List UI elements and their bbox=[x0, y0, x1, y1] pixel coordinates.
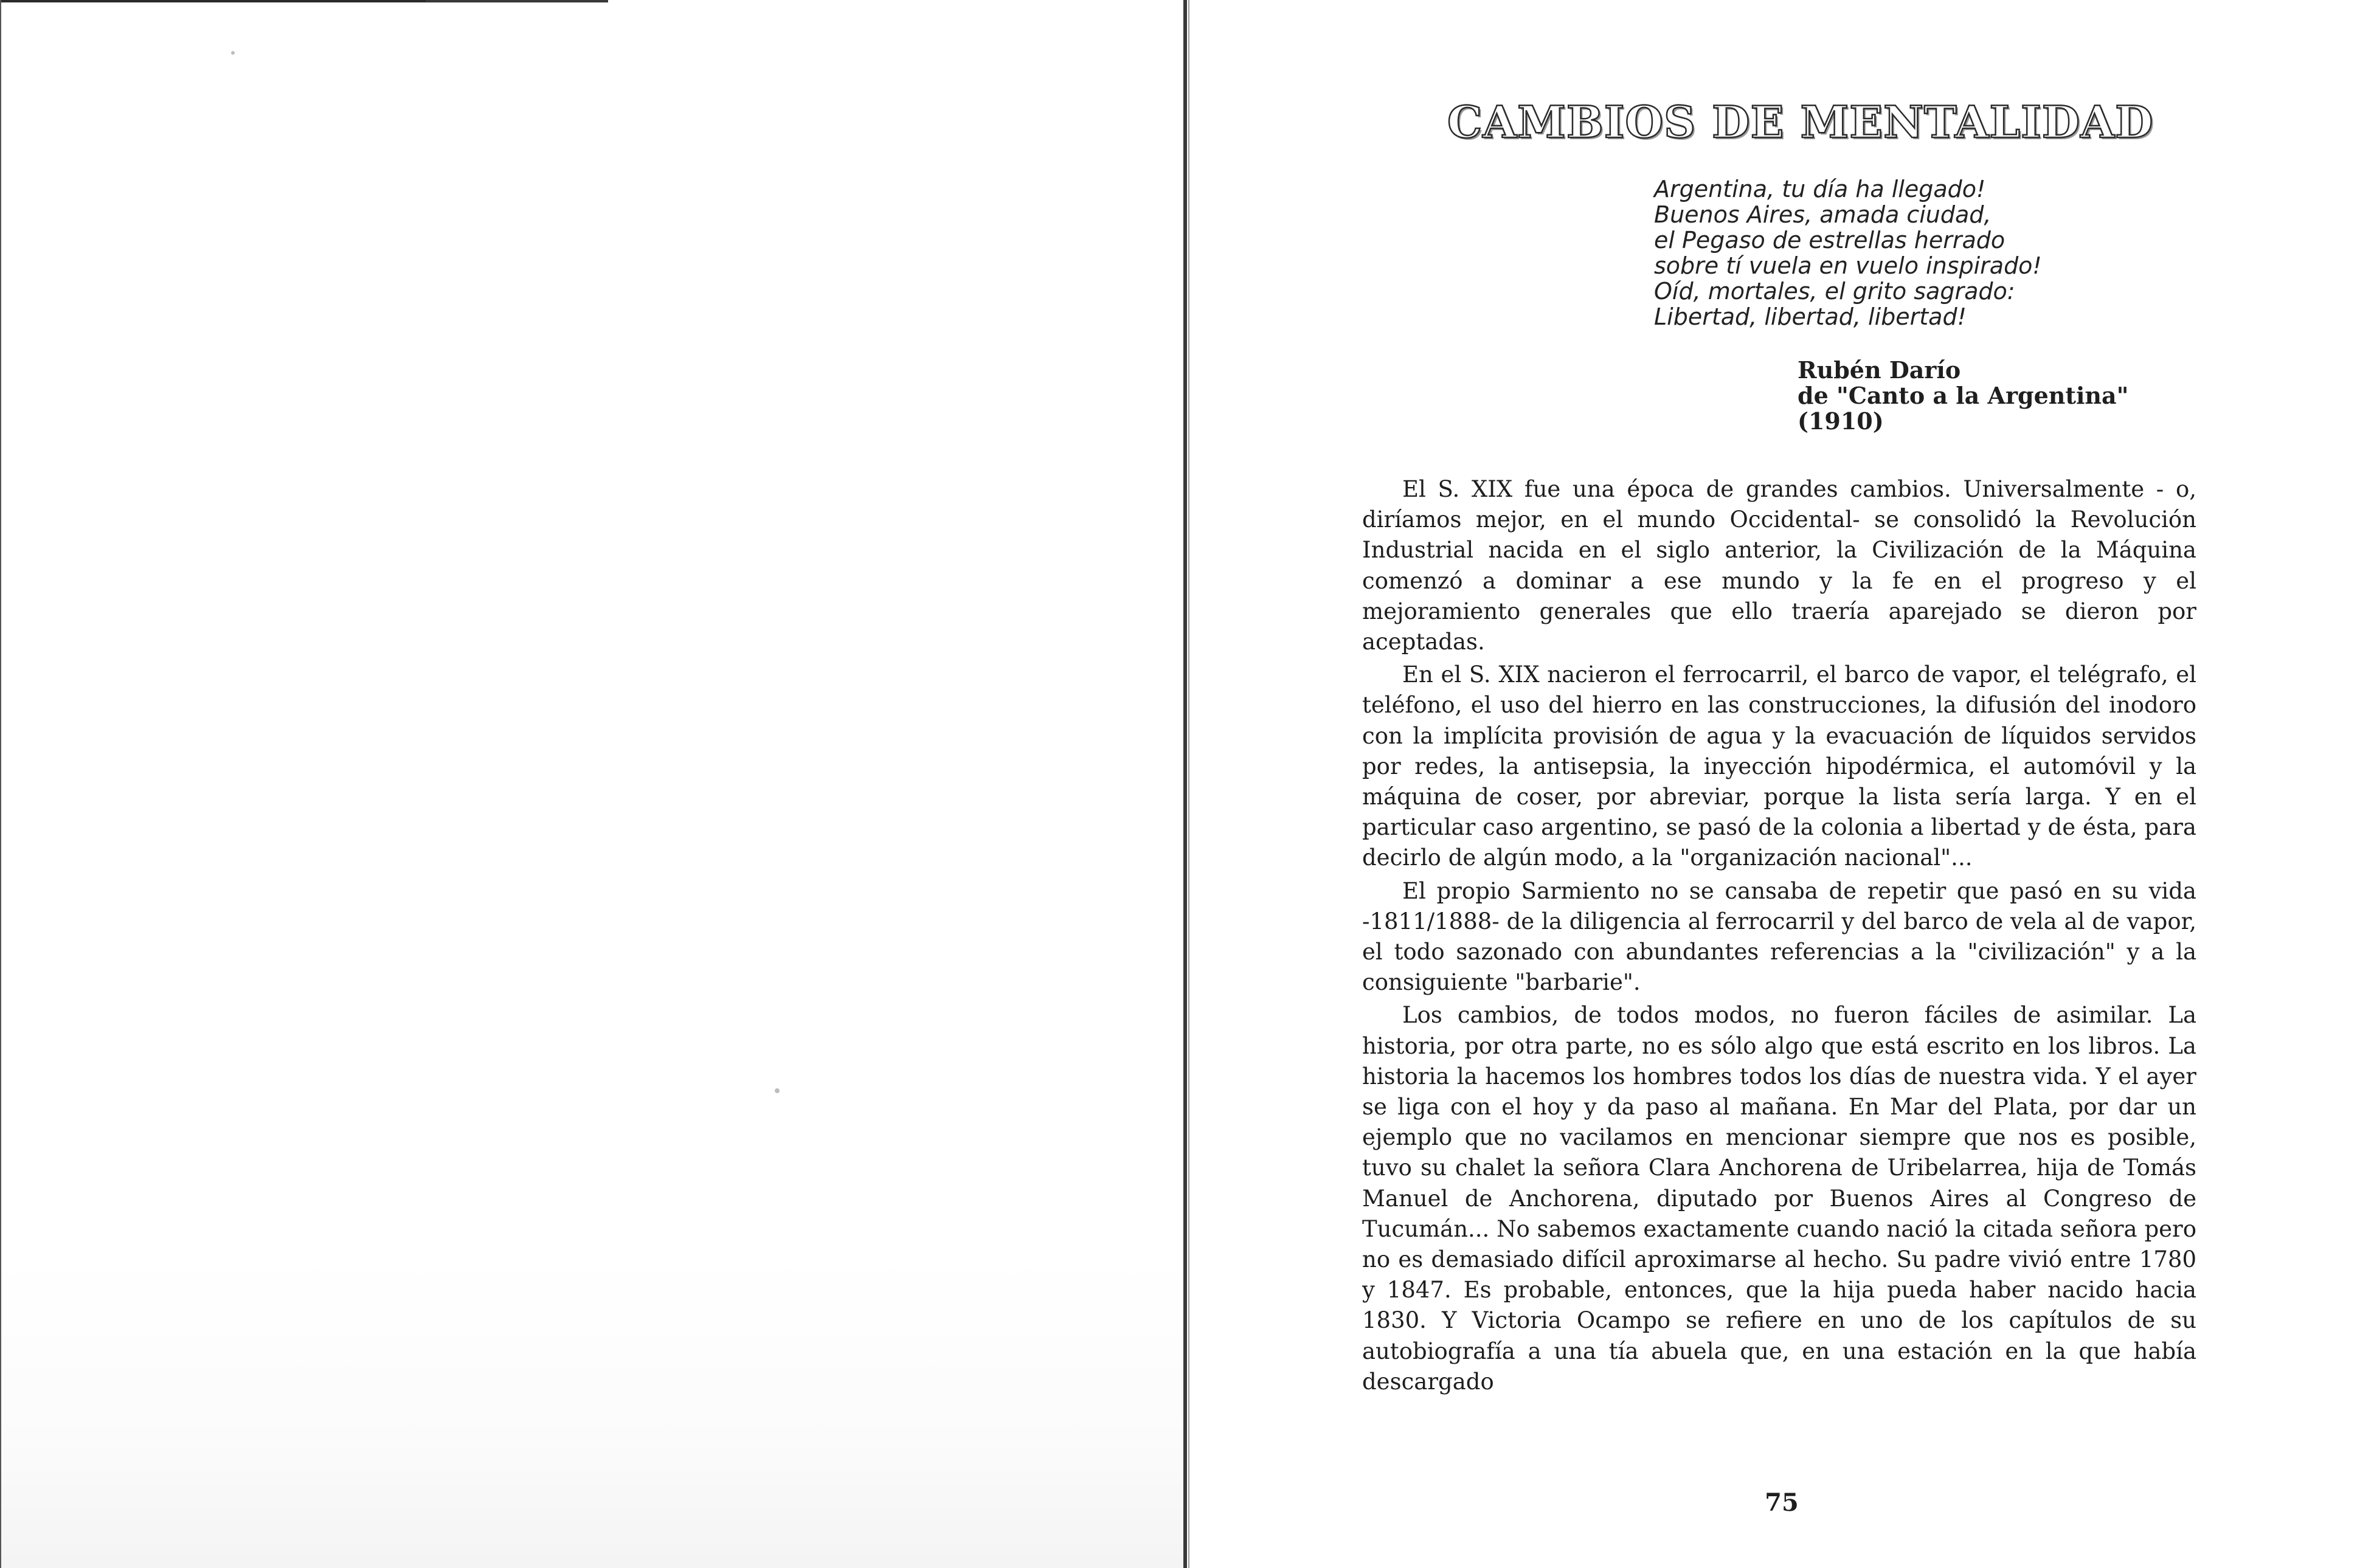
attribution-source: de "Canto a la Argentina" bbox=[1798, 382, 2129, 409]
body-paragraph: Los cambios, de todos modos, no fueron fáciles de asimilar. La historia, por otra parte, no es sólo algo que está escrito en los libros. La historia la hacemos los hombres todos los días de nuestra vida. Y el ayer se liga con el hoy y da paso al mañana. En Mar del Plata, por dar un ejemplo que no vacilamos en mencionar siempre que nos es posible, tuvo su chalet la señora Clara Anchorena de Uribelarrea, hija de Tomás Manuel de Anchorena, diputado por Buenos Aires al Congreso de Tucumán... No sabemos exactamente cuando nació la citada señora pero no es demasiado difícil aproximarse al hecho. Su padre vivió entre 1780 y 1847. Es probable, entonces, que la hija pueda haber nacido hacia 1830. Y Victoria Ocampo se refiere en uno de los capítulos de su autobiografía a una tía abuela que, en una estación en la que había descargado bbox=[1362, 1002, 2196, 1395]
epigraph-line: Oíd, mortales, el grito sagrado: bbox=[1654, 278, 2015, 305]
epigraph-line: Buenos Aires, amada ciudad, bbox=[1654, 201, 1992, 228]
body-text bbox=[1362, 474, 2196, 1400]
page-number: 75 bbox=[1765, 1488, 1799, 1517]
book-gutter-shadow bbox=[1188, 0, 1189, 1568]
epigraph-poem bbox=[1654, 176, 2080, 330]
epigraph-line: Libertad, libertad, libertad! bbox=[1654, 303, 1967, 330]
chapter-title: CAMBIOS DE MENTALIDAD bbox=[1447, 96, 2154, 148]
scan-edge-top-detail bbox=[426, 0, 608, 2]
body-paragraph: En el S. XIX nacieron el ferrocarril, el barco de vapor, el telégrafo, el teléfono, el uso del hierro en las construcciones, la difusión del inodoro con la implícita provisión de agua y la evacuación de líquidos servidos por redes, la antisepsia, la inyección hipodérmica, el automóvil y la máquina de coser, por abreviar, porque la lista sería larga. Y en el particular caso argentino, se pasó de la colonia a libertad y de ésta, para decirlo de algún modo, a la "organización nacional"... bbox=[1362, 661, 2196, 871]
scan-edge-left bbox=[0, 0, 1, 1568]
attribution-author: Rubén Darío bbox=[1798, 356, 1961, 384]
book-gutter bbox=[1183, 0, 1187, 1568]
epigraph-line: sobre tí vuela en vuelo inspirado! bbox=[1654, 252, 2042, 279]
paper-speck bbox=[231, 51, 235, 55]
left-blank-page bbox=[0, 0, 1186, 1568]
attribution-year: (1910) bbox=[1798, 407, 1884, 435]
epigraph-line: Argentina, tu día ha llegado! bbox=[1654, 176, 1986, 202]
paper-speck bbox=[775, 1088, 780, 1093]
body-paragraph: El propio Sarmiento no se cansaba de repetir que pasó en su vida -1811/1888- de la diligencia al ferrocarril y del barco de vela al de vapor, el todo sazonado con abundantes referencias a la "civilización" y a la consiguiente "barbarie". bbox=[1362, 877, 2196, 996]
body-paragraph: El S. XIX fue una época de grandes cambios. Universalmente - o, diríamos mejor, en el mundo Occidental- se consolidó la Revolución Industrial nacida en el siglo anterior, la Civilización de la Máquina comenzó a dominar a ese mundo y la fe en el progreso y el mejoramiento generales que ello traería aparejado se dieron por aceptadas. bbox=[1362, 476, 2196, 655]
epigraph-attribution bbox=[1798, 357, 2138, 434]
epigraph-line: el Pegaso de estrellas herrado bbox=[1654, 227, 2005, 254]
